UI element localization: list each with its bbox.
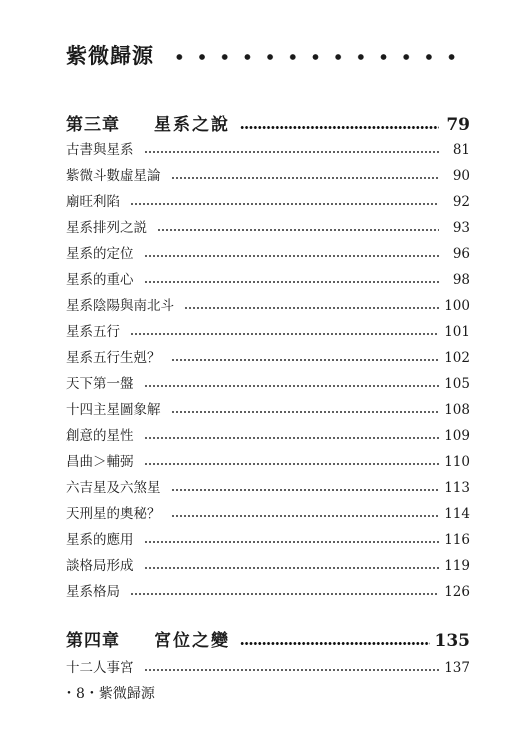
toc-entry[interactable]: [66, 294, 470, 314]
page-number: 108: [444, 402, 470, 418]
dot-leader: [130, 333, 439, 335]
entry-label: 星系陰陽與南北斗: [66, 298, 174, 314]
dot-leader: [144, 437, 440, 439]
toc-entry[interactable]: [66, 242, 470, 262]
entry-label: 十四主星圖象解: [66, 402, 161, 418]
dot-leader: [171, 489, 440, 491]
page-number: 79: [446, 115, 470, 135]
toc-entry[interactable]: [66, 346, 470, 366]
toc-entry[interactable]: [66, 164, 470, 184]
toc-entry[interactable]: [66, 476, 470, 496]
dot-leader: [144, 669, 440, 671]
dot-leader: [144, 151, 440, 153]
entry-label: 星系排列之説: [66, 220, 147, 236]
dot-leader: [184, 307, 439, 309]
toc-entry[interactable]: [66, 138, 470, 158]
dot-leader: [171, 515, 440, 517]
chapter-title: 星系之說: [154, 115, 230, 135]
chapter-number: 第四章: [66, 631, 120, 651]
toc-entry[interactable]: [66, 320, 470, 340]
entry-label: 星系五行生剋？: [66, 350, 161, 366]
dot-leader: [157, 229, 439, 231]
entry-label: 天下第一盤: [66, 376, 134, 392]
entry-label: 紫微斗數虛星論: [66, 168, 161, 184]
page-number: 113: [444, 480, 470, 496]
page-number: 105: [444, 376, 470, 392]
title-dot-leader: [168, 50, 468, 64]
page-number: 102: [444, 350, 470, 366]
toc-entry[interactable]: [66, 268, 470, 288]
dot-leader: [144, 281, 440, 283]
toc-entry[interactable]: [66, 424, 470, 444]
entry-label: 星系格局: [66, 584, 120, 600]
page-number: 92: [452, 194, 470, 210]
entry-label: 昌曲＞輔弼: [66, 454, 134, 470]
entry-label: 廟旺利陷: [66, 194, 120, 210]
page-number: 81: [452, 142, 470, 158]
entry-label: 天刑星的奧秘？: [66, 506, 161, 522]
entry-label: 星系的重心: [66, 272, 134, 288]
page-number: 137: [444, 660, 470, 676]
dot-leader: [130, 203, 439, 205]
toc-entry[interactable]: [66, 580, 470, 600]
book-title: 紫微歸源: [66, 43, 154, 68]
chapter-heading[interactable]: [66, 110, 470, 134]
dot-leader: [171, 411, 440, 413]
toc-entry[interactable]: [66, 450, 470, 470]
dot-leader: [144, 255, 440, 257]
toc-entry[interactable]: [66, 656, 470, 676]
page-number: 119: [444, 558, 470, 574]
page-number: 110: [444, 454, 470, 470]
dot-leader: [144, 463, 440, 465]
chapter-heading[interactable]: [66, 626, 470, 650]
toc-entry[interactable]: [66, 190, 470, 210]
dot-leader: [240, 642, 430, 645]
chapter-number: 第三章: [66, 115, 120, 135]
toc-entry[interactable]: [66, 554, 470, 574]
dot-leader: [171, 177, 440, 179]
entry-label: 古書與星系: [66, 142, 134, 158]
page-number: 116: [444, 532, 470, 548]
entry-label: 星系五行: [66, 324, 120, 340]
toc-entry[interactable]: [66, 502, 470, 522]
page-number: 93: [452, 220, 470, 236]
chapter-title: 宮位之變: [154, 631, 230, 651]
toc-entry[interactable]: [66, 216, 470, 236]
dot-leader: [144, 567, 440, 569]
dot-leader: [171, 359, 440, 361]
page-number: 126: [444, 584, 470, 600]
dot-leader: [144, 541, 440, 543]
page-footer: ・8・紫微歸源: [62, 686, 155, 702]
page-number: 135: [434, 631, 470, 651]
page-number: 109: [444, 428, 470, 444]
dot-leader: [130, 593, 439, 595]
page-number: 101: [444, 324, 470, 340]
entry-label: 星系的定位: [66, 246, 134, 262]
entry-label: 六吉星及六煞星: [66, 480, 161, 496]
page-number: 100: [444, 298, 470, 314]
page-number: 96: [452, 246, 470, 262]
entry-label: 創意的星性: [66, 428, 134, 444]
entry-label: 十二人事宮: [66, 660, 134, 676]
page-number: 114: [444, 506, 470, 522]
entry-label: 星系的應用: [66, 532, 134, 548]
dot-leader: [144, 385, 440, 387]
page-number: 98: [452, 272, 470, 288]
entry-label: 談格局形成: [66, 558, 134, 574]
page-number: 90: [452, 168, 470, 184]
toc-entry[interactable]: [66, 372, 470, 392]
toc-entry[interactable]: [66, 528, 470, 548]
toc-entry[interactable]: [66, 398, 470, 418]
dot-leader: [240, 126, 439, 129]
